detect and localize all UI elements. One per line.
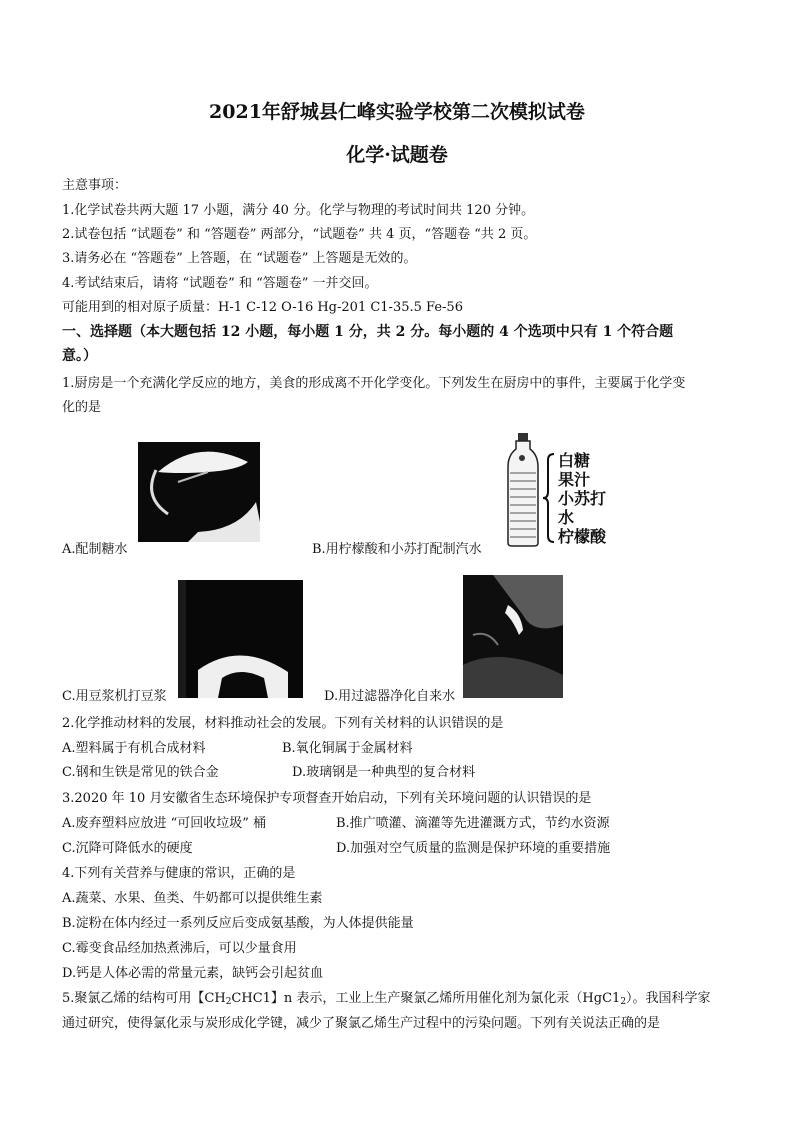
q3-option-c: C.沉降可降低水的硬度 (62, 841, 193, 856)
photo-soymilk-maker (178, 580, 303, 698)
q2-option-a: A.塑料属于有机合成材料 (62, 741, 206, 756)
q3-option-d: D.加强对空气质量的监测是保护环境的重要措施 (336, 841, 611, 856)
q2-option-d: D.玻璃钢是一种典型的复合材料 (292, 765, 476, 780)
bottle-label-juice: 果汁 (558, 470, 591, 489)
q1-option-b: B.用柠檬酸和小苏打配制汽水 (312, 542, 482, 557)
note-1: 1.化学试卷共两大题 17 小题，满分 40 分。化学与物理的考试时间共 120 分钟。 (62, 203, 535, 218)
q1-stem-line1: 1.厨房是一个充满化学反应的地方，美食的形成离不开化学变化。下列发生在厨房中的事件，主要属于化学变 (62, 376, 686, 391)
section1-heading-line1: 一、选择题（本大题包括 12 小题，每小题 1 分，共 2 分。每小题的 4 个选项中只有 1 个符合题 (62, 324, 674, 340)
soymilk-maker-icon (178, 580, 303, 698)
q3-option-a: A.废弃塑料应放进 “可回收垃圾” 桶 (62, 816, 267, 831)
note-3: 3.请务必在 “答题卷” 上答题，在 “试题卷” 上答题是无效的。 (62, 251, 417, 266)
note-2: 2.试卷包括 “试题卷” 和 “答题卷” 两部分，“试题卷” 共 4 页，“答题卷 “共 2 页。 (62, 227, 537, 242)
notes-heading: 主意事项： (62, 178, 128, 193)
q5-text-part2: CHC1】n 表示，工业上生产聚氯乙烯所用催化剂为氯化汞（HgC1 (231, 991, 621, 1006)
q5-stem-line2: 通过研究，使得氯化汞与炭形成化学键，减少了聚氯乙烯生产过程中的污染问题。下列有关说法正确的是 (62, 1016, 661, 1031)
bottle-label-water: 水 (558, 508, 575, 527)
q5-subscript-1: 2 (225, 997, 232, 1007)
q3-stem: 3.2020 年 10 月安徽省生态环境保护专项督查开始启动，下列有关环境问题的认识错误的是 (62, 791, 592, 806)
q4-option-c: C.霉变食品经加热煮沸后，可以少量食用 (62, 941, 297, 956)
bottle-label-sugar: 白糖 (558, 451, 591, 470)
bottle-label-baking-soda: 小苏打 (558, 489, 607, 508)
q1-option-d: D.用过滤器净化自来水 (324, 689, 456, 704)
q5-text-part3: ）。我国科学家 (626, 991, 711, 1006)
q1-option-c: C.用豆浆机打豆浆 (62, 689, 167, 704)
q1-option-a: A.配制糖水 (62, 542, 128, 557)
photo-sugar-water (138, 442, 260, 542)
atomic-masses: 可能用到的相对原子质量：H-1 C-12 O-16 Hg-201 C1-35.5 Fe-56 (62, 300, 463, 315)
bottle-label-citric-acid: 柠檬酸 (558, 527, 607, 546)
exam-subtitle: 化学·试题卷 (346, 144, 448, 166)
soda-bottle-icon (506, 433, 540, 547)
q5-stem-line1 (62, 990, 711, 1011)
q4-option-b: B.淀粉在体内经过一系列反应后变成氨基酸，为人体提供能量 (62, 916, 414, 931)
q5-text-part1: 5.聚氯乙烯的结构可用【CH (62, 991, 226, 1006)
sugar-bowl-icon (138, 442, 260, 542)
exam-title: 2021年舒城县仁峰实验学校第二次模拟试卷 (209, 101, 585, 123)
note-4: 4.考试结束后，请将 “试题卷” 和 “答题卷” 一并交回。 (62, 276, 378, 291)
q4-stem: 4.下列有关营养与健康的常识，正确的是 (62, 866, 296, 881)
q2-option-c: C.钢和生铁是常见的铁合金 (62, 765, 219, 780)
q4-option-d: D.钙是人体必需的常量元素，缺钙会引起贫血 (62, 966, 324, 981)
q4-option-a: A.蔬菜、水果、鱼类、牛奶都可以提供维生素 (62, 891, 323, 906)
q1-stem-line2: 化的是 (62, 400, 102, 415)
water-filter-icon (463, 575, 563, 698)
q2-option-b: B.氧化铜属于金属材料 (282, 741, 413, 756)
bottle-brace-icon (542, 452, 556, 544)
section1-heading-line2: 意。） (62, 348, 97, 364)
q2-stem: 2.化学推动材料的发展，材料推动社会的发展。下列有关材料的认识错误的是 (62, 716, 504, 731)
q5-subscript-2: 2 (620, 997, 627, 1007)
photo-water-filter (463, 575, 563, 698)
q3-option-b: B.推广喷灌、滴灌等先进灌溉方式，节约水资源 (336, 816, 610, 831)
